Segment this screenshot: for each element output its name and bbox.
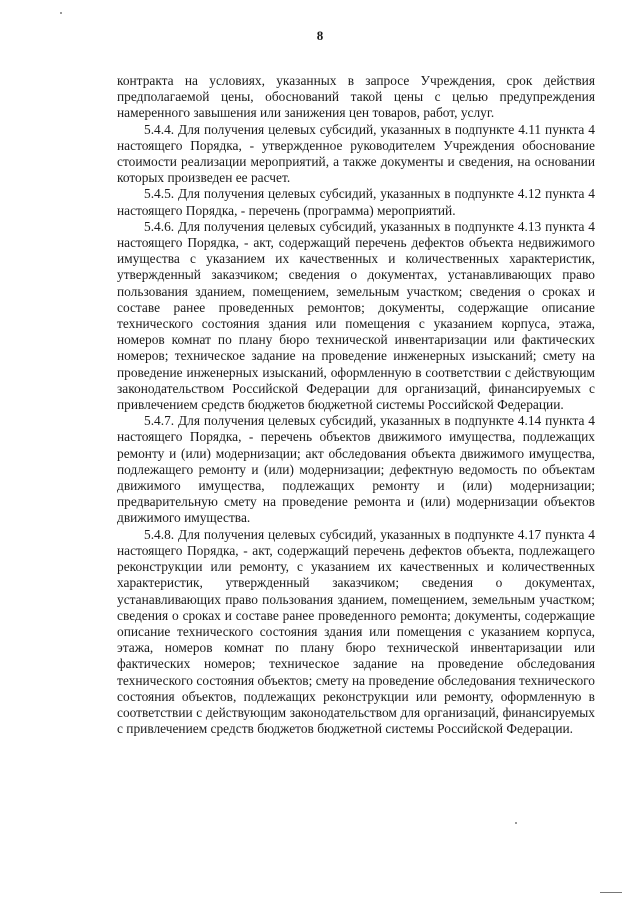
document-body — [117, 73, 595, 737]
paragraph-continuation: контракта на условиях, указанных в запросе Учреждения, срок действия предполагаемой цены, обоснований такой цены с целью предупреждения намеренного завышения или занижения цен товаров, работ, услуг. — [117, 73, 595, 121]
paragraph-5-4-4: 5.4.4. Для получения целевых субсидий, указанных в подпункте 4.11 пункта 4 настоящего Порядка, - утвержденное руководителем Учреждения обоснование стоимости реализации мероприятий, а также документы и сведения, на основании которых произведен ее расчет. — [117, 121, 595, 186]
paragraph-5-4-7: 5.4.7. Для получения целевых субсидий, указанных в подпункте 4.14 пункта 4 настоящего Порядка, - перечень объектов движимого имущества, подлежащих ремонту и (или) модернизации; акт обследования объекта движимого имущества, подлежащего ремонту и (или) модернизации; дефектную ведомость по объектам движимого имущества, подлежащих ремонту и (или) модернизации; предварительную смету на проведение ремонта и (или) модернизации объектов движимого имущества. — [117, 413, 595, 526]
scan-speck — [600, 892, 622, 893]
scan-speck — [515, 822, 517, 824]
scan-speck — [60, 12, 62, 14]
page-number: 8 — [316, 28, 324, 43]
paragraph-5-4-5: 5.4.5. Для получения целевых субсидий, указанных в подпункте 4.12 пункта 4 настоящего Порядка, - перечень (программа) мероприятий. — [117, 186, 595, 218]
paragraph-5-4-6: 5.4.6. Для получения целевых субсидий, указанных в подпункте 4.13 пункта 4 настоящего Порядка, - акт, содержащий перечень дефектов объекта недвижимого имущества с указанием их качественных и количественных характеристик, утвержденный заказчиком; сведения о документах, устанавливающих право пользования зданием, помещением, земельным участком; сведения о сроках и составе ранее проведенных ремонтов; документы, содержащие описание технического состояния здания или помещения с указанием корпуса, этажа, номеров комнат по плану бюро технической инвентаризации или фактических номеров; техническое задание на проведение инженерных изысканий; смету на проведение инженерных изысканий, оформленную в соответствии с действующим законодательством Российской Федерации для организаций, финансируемых с привлечением средств бюджетов бюджетной системы Российской Федерации. — [117, 218, 595, 413]
paragraph-5-4-8: 5.4.8. Для получения целевых субсидий, указанных в подпункте 4.17 пункта 4 настоящего Порядка, - акт, содержащий перечень дефектов объекта, подлежащего реконструкции или ремонту, с указанием их качественных и количественных характеристик, утвержденный заказчиком; сведения о документах, устанавливающих право пользования зданием, помещением, земельным участком; сведения о сроках и составе ранее проведенного ремонта; документы, содержащие описание технического состояния здания или помещения с указанием корпуса, этажа, номеров комнат по плану бюро технической инвентаризации или фактических номеров; техническое задание на проведение обследования технического состояния объектов; смету на проведение обследования технического состояния объектов, подлежащих реконструкции или ремонту, оформленную в соответствии с действующим законодательством для организаций, финансируемых с привлечением средств бюджетов бюджетной системы Российской Федерации. — [117, 526, 595, 737]
